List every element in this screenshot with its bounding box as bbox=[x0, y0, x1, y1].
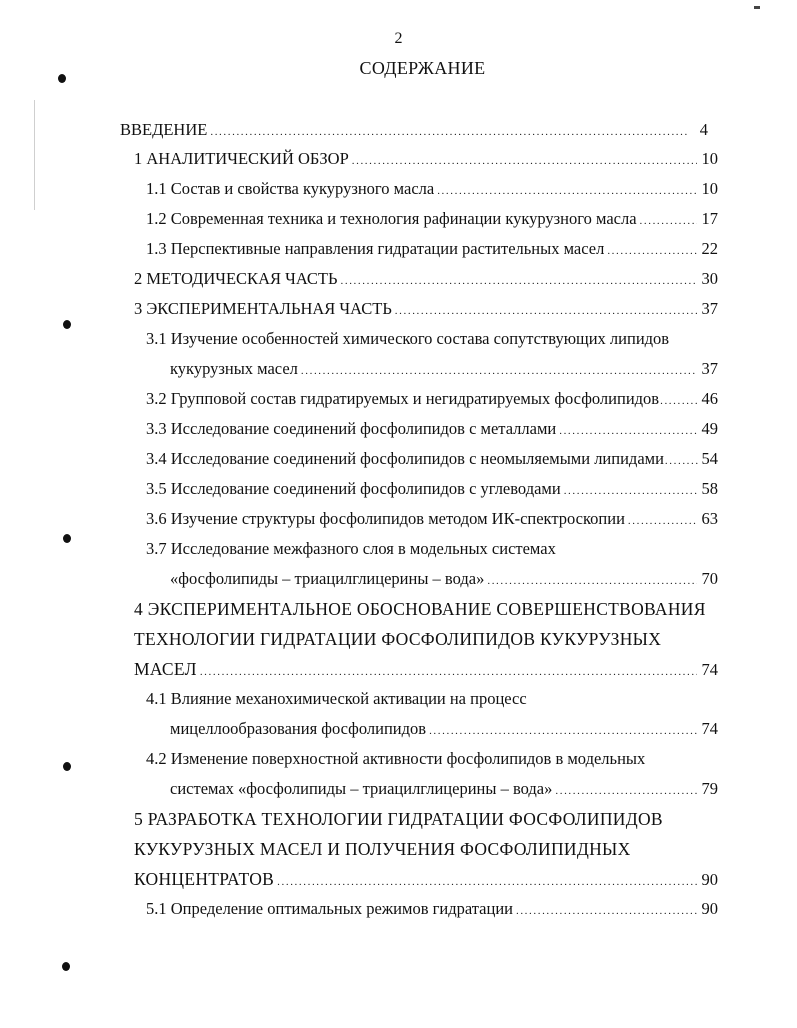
toc-entry-5-1 bbox=[146, 898, 718, 920]
toc-entry-label: 3.2 Групповой состав гидратируемых и негидратируемых фосфолипидов bbox=[146, 389, 660, 408]
binder-hole-2 bbox=[63, 320, 71, 329]
toc-entry-page: 79 bbox=[701, 779, 718, 798]
toc-leader bbox=[210, 121, 687, 143]
toc-entry-3-1 bbox=[170, 358, 718, 380]
toc-entry-4-1-line1: 4.1 Влияние механохимической активации на процесс bbox=[146, 689, 527, 708]
toc-entry-3-3 bbox=[146, 418, 718, 440]
toc-entry-page: 49 bbox=[701, 419, 718, 438]
toc-entry-label: 3 ЭКСПЕРИМЕНТАЛЬНАЯ ЧАСТЬ bbox=[134, 299, 392, 318]
toc-entry-page: 63 bbox=[701, 509, 718, 528]
toc-entry-1-3 bbox=[146, 238, 718, 260]
page-number: 2 bbox=[394, 30, 403, 47]
toc-entry-page: 22 bbox=[701, 239, 718, 258]
toc-entry-4-2-line1: 4.2 Изменение поверхностной активности фосфолипидов в модельных bbox=[146, 749, 646, 768]
toc-entry-3-2 bbox=[146, 388, 718, 410]
toc-entry-label: 1.1 Состав и свойства кукурузного масла bbox=[146, 179, 435, 198]
toc-entry-label: МАСЕЛ bbox=[134, 659, 197, 679]
toc-entry-chapter-5 bbox=[134, 868, 718, 890]
toc-entry-chapter-5-line1: 5 РАЗРАБОТКА ТЕХНОЛОГИИ ГИДРАТАЦИИ ФОСФОЛИПИДОВ bbox=[134, 809, 663, 829]
toc-entry-3-5 bbox=[146, 478, 718, 500]
toc-entry-page: 10 bbox=[701, 149, 718, 168]
toc-leader bbox=[660, 390, 699, 412]
toc-entry-3-4 bbox=[146, 448, 718, 470]
toc-leader bbox=[665, 450, 699, 472]
toc-entry-3-7-line1: 3.7 Исследование межфазного слоя в модельных системах bbox=[146, 539, 556, 558]
toc-entry-1-2 bbox=[146, 208, 718, 230]
toc-entry-chapter-4-line2: ТЕХНОЛОГИИ ГИДРАТАЦИИ ФОСФОЛИПИДОВ КУКУРУЗНЫХ bbox=[134, 629, 662, 649]
toc-entry-label: «фосфолипиды – триацилглицерины – вода» bbox=[170, 569, 485, 588]
toc-entry-1-1 bbox=[146, 178, 718, 200]
toc-entry-3-7 bbox=[170, 568, 718, 590]
toc-leader bbox=[487, 570, 697, 592]
toc-leader bbox=[628, 510, 697, 532]
toc-leader bbox=[559, 420, 697, 442]
binder-hole-4 bbox=[63, 762, 71, 771]
toc-entry-page: 17 bbox=[701, 209, 718, 228]
toc-leader bbox=[564, 480, 697, 502]
toc-entry-page: 54 bbox=[701, 449, 718, 468]
toc-entry-page: 37 bbox=[701, 299, 718, 318]
toc-entry-page: 74 bbox=[701, 660, 718, 679]
toc-entry-label: 1 АНАЛИТИЧЕСКИЙ ОБЗОР bbox=[134, 149, 349, 168]
toc-entry-label: 3.3 Исследование соединений фосфолипидов с металлами bbox=[146, 419, 557, 438]
margin-line bbox=[34, 100, 35, 210]
toc-entry-intro bbox=[120, 119, 708, 141]
toc-entry-page: 46 bbox=[701, 389, 718, 408]
toc-leader bbox=[429, 720, 697, 742]
toc-entry-chapter-4 bbox=[134, 658, 718, 680]
toc-entry-chapter-4-line1: 4 ЭКСПЕРИМЕНТАЛЬНОЕ ОБОСНОВАНИЕ СОВЕРШЕНСТВОВАНИЯ bbox=[134, 599, 706, 619]
toc-entry-page: 30 bbox=[701, 269, 718, 288]
scan-mark bbox=[754, 6, 760, 9]
toc-entry-page: 58 bbox=[701, 479, 718, 498]
toc-leader bbox=[640, 210, 697, 232]
toc-entry-label: системах «фосфолипиды – триацилглицерины – вода» bbox=[170, 779, 553, 798]
toc-entry-chapter-1 bbox=[134, 148, 718, 170]
toc-leader bbox=[395, 300, 697, 322]
toc-entry-label: ВВЕДЕНИЕ bbox=[120, 120, 208, 139]
toc-entry-label: 3.5 Исследование соединений фосфолипидов с углеводами bbox=[146, 479, 561, 498]
toc-entry-label: 3.4 Исследование соединений фосфолипидов с неомыляемыми липидами bbox=[146, 449, 664, 468]
toc-leader bbox=[200, 661, 697, 683]
toc-entry-label: 5.1 Определение оптимальных режимов гидратации bbox=[146, 899, 513, 918]
toc-entry-chapter-2 bbox=[134, 268, 718, 290]
toc-entry-3-1-line1: 3.1 Изучение особенностей химического состава сопутствующих липидов bbox=[146, 329, 670, 348]
toc-entry-label: 1.3 Перспективные направления гидратации растительных масел bbox=[146, 239, 605, 258]
toc-leader bbox=[437, 180, 697, 202]
toc-entry-page: 74 bbox=[701, 719, 718, 738]
toc-leader bbox=[607, 240, 697, 262]
toc-entry-4-2 bbox=[170, 778, 718, 800]
toc-entry-page: 37 bbox=[701, 359, 718, 378]
toc-entry-label: 1.2 Современная техника и технология рафинации кукурузного масла bbox=[146, 209, 637, 228]
toc-leader bbox=[277, 871, 697, 893]
toc-leader bbox=[341, 270, 698, 292]
binder-hole-5 bbox=[62, 962, 70, 971]
toc-entry-label: 2 МЕТОДИЧЕСКАЯ ЧАСТЬ bbox=[134, 269, 338, 288]
toc-leader bbox=[555, 780, 697, 802]
toc-entry-label: КОНЦЕНТРАТОВ bbox=[134, 869, 275, 889]
toc-title: СОДЕРЖАНИЕ bbox=[359, 58, 486, 78]
toc-leader bbox=[516, 900, 697, 922]
toc-entry-page: 90 bbox=[701, 899, 718, 918]
toc-entry-chapter-5-line2: КУКУРУЗНЫХ МАСЕЛ И ПОЛУЧЕНИЯ ФОСФОЛИПИДНЫХ bbox=[134, 839, 631, 859]
toc-entry-label: 3.6 Изучение структуры фосфолипидов методом ИК-спектроскопии bbox=[146, 509, 625, 528]
toc-entry-page: 10 bbox=[701, 179, 718, 198]
toc-leader bbox=[352, 150, 697, 172]
toc-leader bbox=[301, 360, 697, 382]
toc-entry-3-6 bbox=[146, 508, 718, 530]
binder-hole-3 bbox=[63, 534, 71, 543]
toc-entry-page: 90 bbox=[701, 870, 718, 889]
toc-entry-page: 70 bbox=[701, 569, 718, 588]
toc-entry-label: кукурузных масел bbox=[170, 359, 298, 378]
toc-entry-label: мицеллообразования фосфолипидов bbox=[170, 719, 427, 738]
toc-entry-4-1 bbox=[170, 718, 718, 740]
toc-entry-chapter-3 bbox=[134, 298, 718, 320]
toc-entry-page: 4 bbox=[699, 120, 708, 139]
